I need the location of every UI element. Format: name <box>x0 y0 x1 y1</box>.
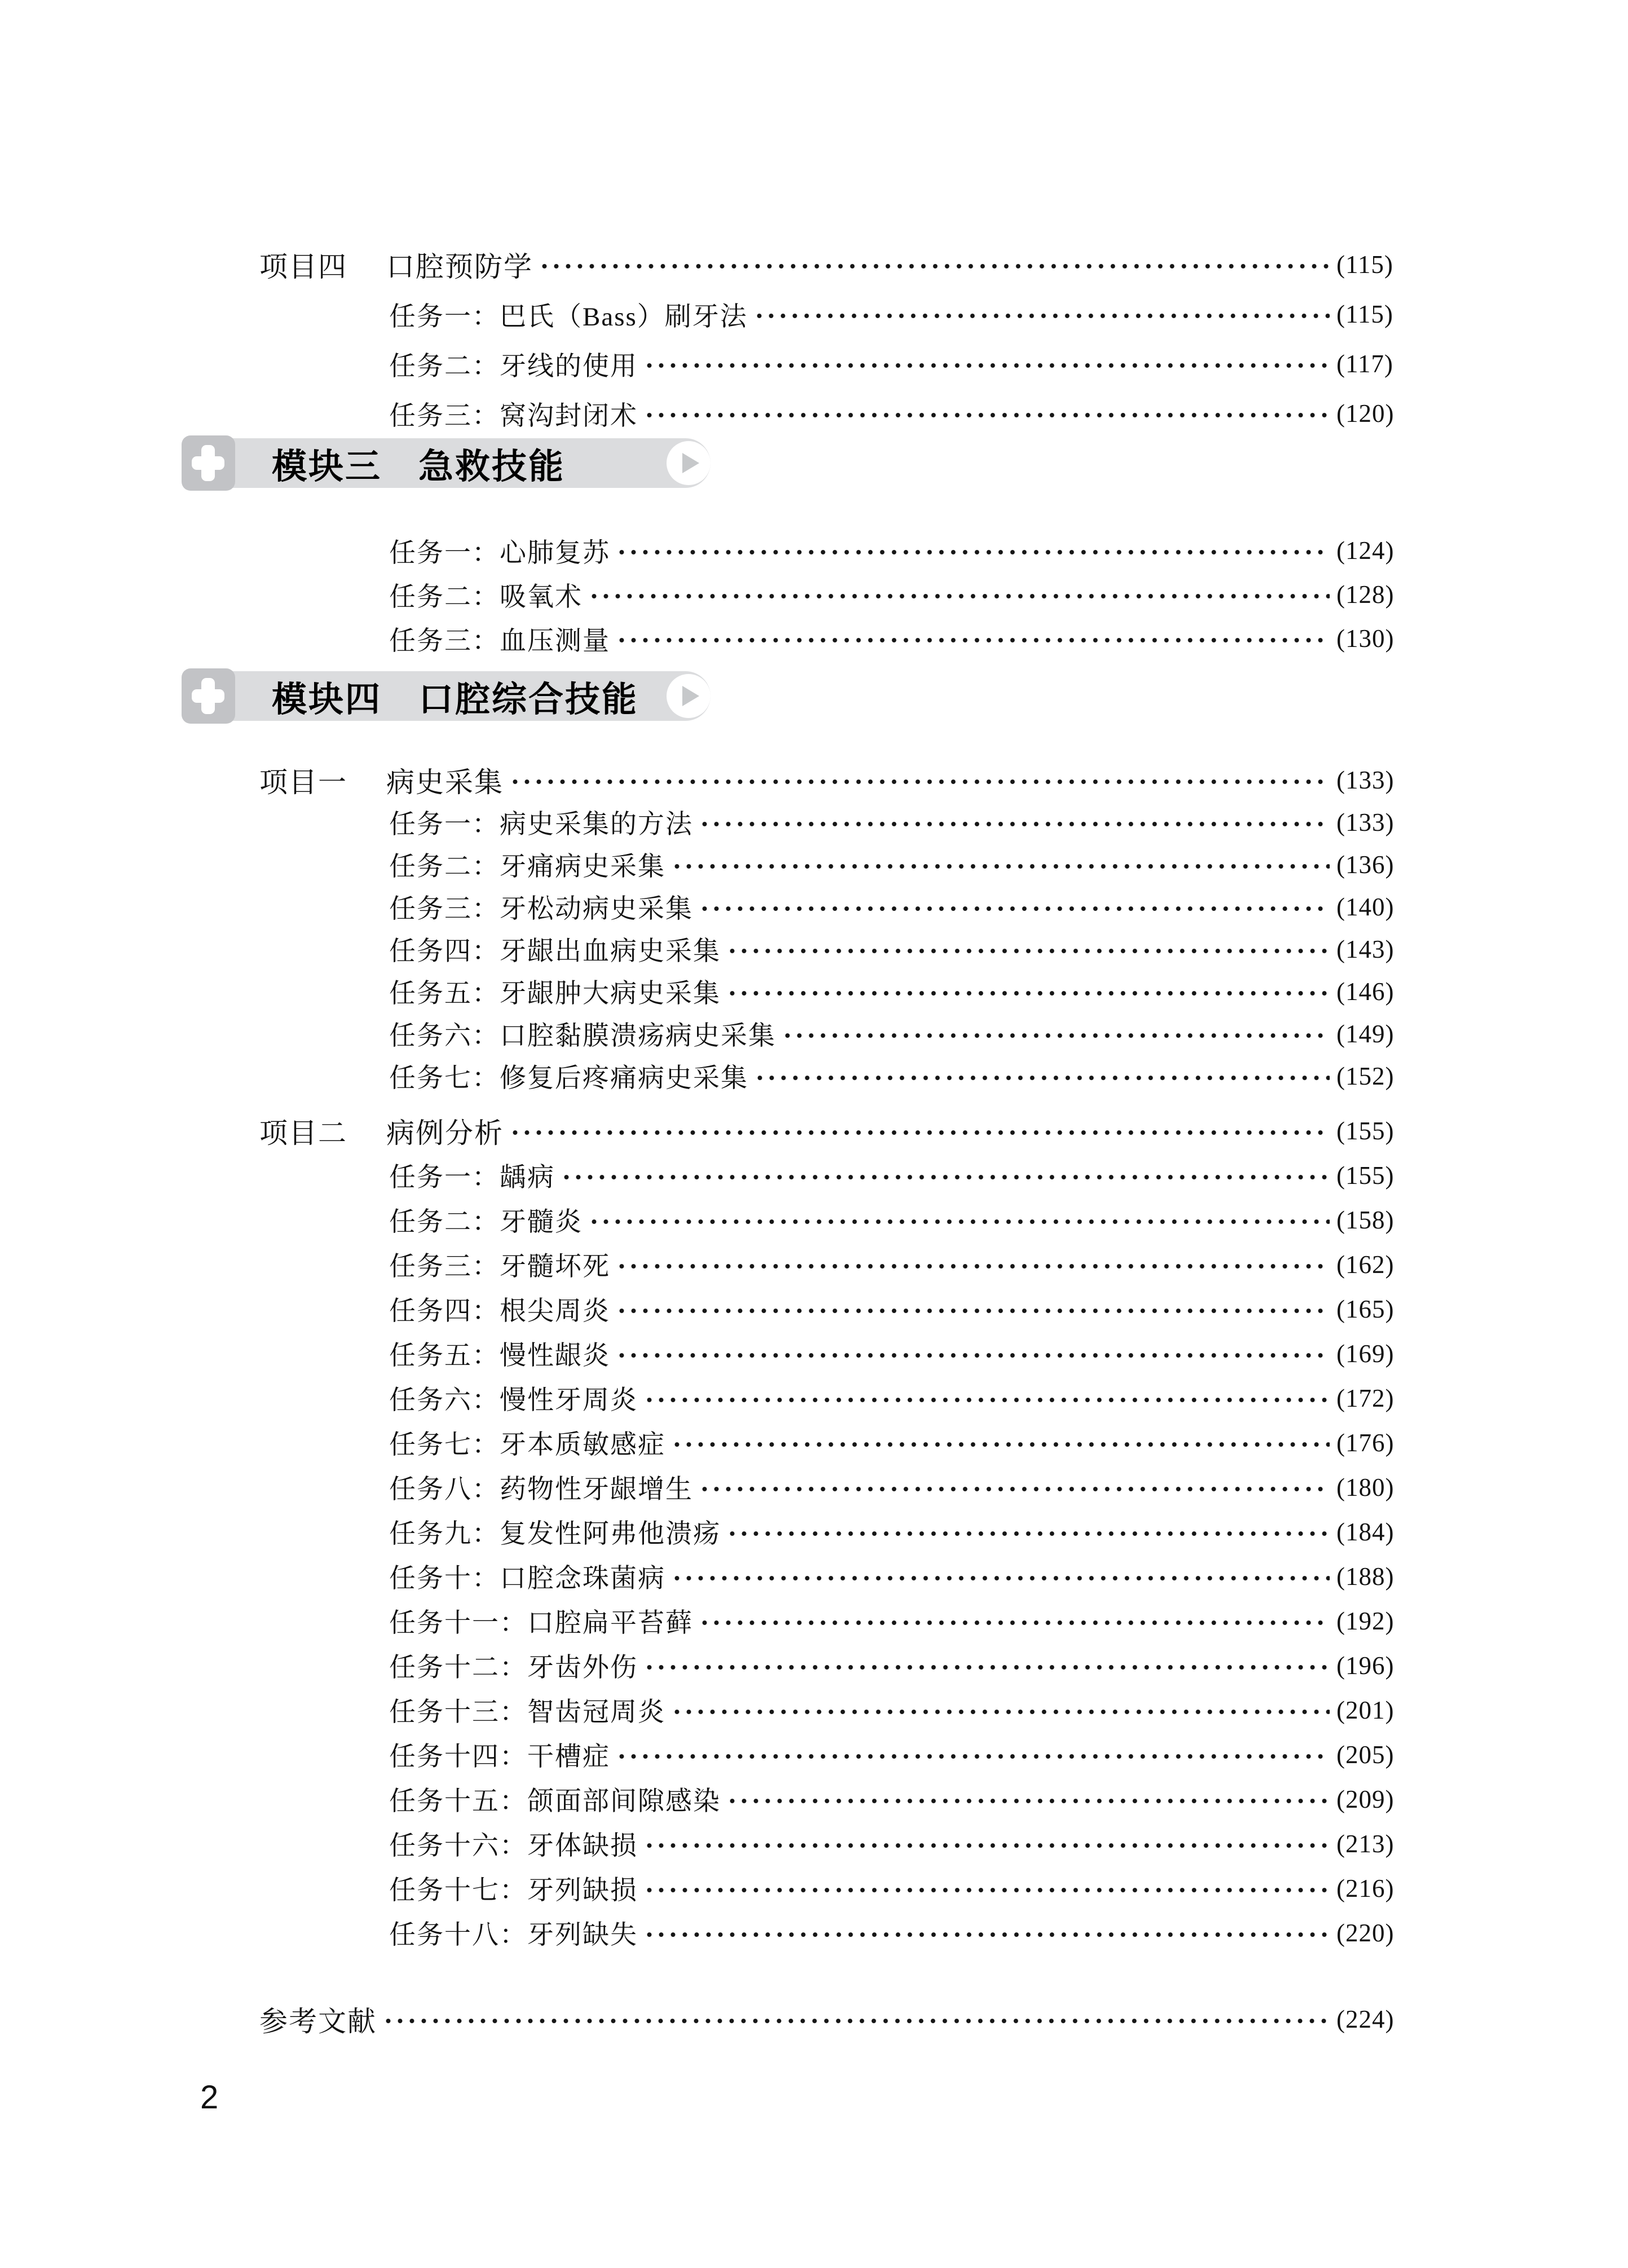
task-text: 任务一：巴氏（Bass）刷牙法 <box>389 302 748 332</box>
toc-task-row <box>0 886 1628 928</box>
module3-banner-bar <box>182 438 711 488</box>
dot-leader <box>643 1930 1330 1939</box>
dot-leader <box>671 1440 1330 1449</box>
dot-leader <box>588 592 1330 601</box>
project-label: 项目二 <box>259 1117 347 1149</box>
toc-task-row <box>0 339 1628 389</box>
dot-leader <box>726 989 1330 998</box>
page-number: (196) <box>1336 1651 1395 1680</box>
page-number: (213) <box>1336 1829 1395 1858</box>
toc-task-row <box>0 1509 1628 1554</box>
page-number: (172) <box>1336 1384 1395 1412</box>
task-text: 任务一：病史采集的方法 <box>389 810 693 839</box>
toc-task-row <box>0 1643 1628 1688</box>
dot-leader <box>643 411 1330 420</box>
dot-leader <box>671 862 1330 871</box>
project-label: 项目一 <box>259 766 347 798</box>
references-title: 参考文献 <box>259 2006 377 2037</box>
toc-task-row <box>0 1012 1628 1055</box>
page-number: (115) <box>1336 300 1393 328</box>
task-text: 任务五：慢性龈炎 <box>389 1341 610 1371</box>
task-text: 任务四：根尖周炎 <box>389 1297 610 1326</box>
project-title: 口腔预防学 <box>386 251 533 283</box>
page-number: (130) <box>1336 624 1395 653</box>
page-number: (162) <box>1336 1250 1395 1279</box>
toc-task-row <box>0 1242 1628 1287</box>
dot-leader <box>699 1618 1330 1627</box>
toc-task-row <box>0 529 1628 572</box>
dot-leader <box>509 777 1330 786</box>
dot-leader <box>561 1173 1330 1182</box>
toc-project-row <box>0 759 1628 801</box>
dot-leader <box>726 1529 1330 1538</box>
page-number: (205) <box>1336 1740 1395 1769</box>
section-project4 <box>0 0 1628 438</box>
task-text: 任务十：口腔念珠菌病 <box>389 1564 665 1593</box>
toc-task-row <box>0 1376 1628 1420</box>
toc-task-row <box>0 1465 1628 1509</box>
page-number: (220) <box>1336 1918 1395 1947</box>
module3-banner <box>182 438 711 488</box>
page-number: (188) <box>1336 1562 1395 1591</box>
task-text: 任务十四：干槽症 <box>389 1742 610 1772</box>
dot-leader <box>754 1073 1330 1082</box>
footer-page-number: 2 <box>200 2079 219 2116</box>
task-text: 任务六：慢性牙周炎 <box>389 1386 638 1415</box>
toc-task-row <box>0 801 1628 843</box>
task-text: 任务五：牙龈肿大病史采集 <box>389 979 721 1009</box>
page-number: (117) <box>1336 350 1393 378</box>
toc-task-row <box>0 1331 1628 1376</box>
page-number: (209) <box>1336 1785 1395 1813</box>
page-number: (155) <box>1336 1116 1395 1145</box>
module4-banner-bar <box>182 671 711 721</box>
toc-task-row <box>0 1732 1628 1777</box>
task-text: 任务三：窝沟封闭术 <box>389 401 638 431</box>
page-number: (180) <box>1336 1473 1395 1501</box>
task-text: 任务九：复发性阿弗他溃疡 <box>389 1520 721 1549</box>
page-number: (201) <box>1336 1696 1395 1724</box>
dot-leader <box>616 1262 1330 1271</box>
toc-task-row <box>0 928 1628 970</box>
dot-leader <box>782 1031 1330 1040</box>
page-number: (184) <box>1336 1517 1395 1546</box>
toc-task-row <box>0 1910 1628 1955</box>
dot-leader <box>509 1128 1330 1137</box>
toc-task-row <box>0 1866 1628 1910</box>
page-number: (158) <box>1336 1205 1395 1234</box>
page-number: (152) <box>1336 1062 1395 1090</box>
task-text: 任务一：心肺复苏 <box>389 538 610 568</box>
medical-cross-icon <box>182 668 235 724</box>
dot-leader <box>643 1886 1330 1895</box>
play-circle-icon <box>667 441 711 485</box>
dot-leader <box>382 2016 1330 2025</box>
dot-leader <box>753 311 1330 320</box>
play-circle-icon <box>667 674 711 718</box>
dot-leader <box>699 820 1330 829</box>
toc-task-row <box>0 1688 1628 1732</box>
page-number: (224) <box>1336 2005 1395 2033</box>
task-text: 任务六：口腔黏膜溃疡病史采集 <box>389 1021 776 1051</box>
section-project2 <box>0 1108 1628 1955</box>
section-project1 <box>0 759 1628 1097</box>
page-number: (192) <box>1336 1606 1395 1635</box>
toc-task-row <box>0 1777 1628 1821</box>
page-number: (216) <box>1336 1874 1395 1903</box>
toc-task-row <box>0 1055 1628 1097</box>
page-number: (133) <box>1336 765 1395 794</box>
page-number: (149) <box>1336 1019 1395 1048</box>
task-text: 任务十六：牙体缺损 <box>389 1831 638 1861</box>
task-text: 任务二：牙线的使用 <box>389 351 638 381</box>
toc-task-row <box>0 1420 1628 1465</box>
module3-banner-title: 模块三 急救技能 <box>272 447 566 486</box>
toc-project-row <box>0 240 1628 289</box>
page-number: (155) <box>1336 1161 1395 1190</box>
page-number: (128) <box>1336 580 1395 609</box>
dot-leader <box>616 636 1330 645</box>
project-label: 项目四 <box>259 251 347 283</box>
dot-leader <box>643 1395 1330 1404</box>
page-number: (143) <box>1336 935 1395 963</box>
task-text: 任务十八：牙列缺失 <box>389 1921 638 1950</box>
toc-task-row <box>0 1197 1628 1242</box>
page-number: (169) <box>1336 1339 1395 1368</box>
module4-banner <box>182 671 711 721</box>
task-text: 任务三：牙髓坏死 <box>389 1252 610 1281</box>
task-text: 任务二：牙髓炎 <box>389 1208 583 1237</box>
toc-task-row <box>0 1598 1628 1643</box>
dot-leader <box>643 361 1330 370</box>
medical-cross-icon <box>182 435 235 491</box>
toc-task-row <box>0 1287 1628 1331</box>
toc-task-row <box>0 572 1628 616</box>
dot-leader <box>616 1306 1330 1315</box>
dot-leader <box>616 1351 1330 1360</box>
toc-task-row <box>0 1821 1628 1866</box>
dot-leader <box>616 548 1330 557</box>
dot-leader <box>671 1574 1330 1583</box>
task-text: 任务十七：牙列缺损 <box>389 1876 638 1905</box>
task-text: 任务三：血压测量 <box>389 626 610 656</box>
page-number: (146) <box>1336 977 1395 1006</box>
dot-leader <box>699 904 1330 913</box>
page-number: (120) <box>1336 399 1395 428</box>
references-row <box>0 1997 1628 2042</box>
dot-leader <box>671 1707 1330 1716</box>
toc-task-row <box>0 1153 1628 1197</box>
project-title: 病例分析 <box>386 1117 504 1149</box>
dot-leader <box>643 1841 1330 1850</box>
toc-project-row <box>0 1108 1628 1153</box>
module4-banner-title: 模块四 口腔综合技能 <box>272 680 639 719</box>
project-title: 病史采集 <box>386 766 504 798</box>
page-number: (115) <box>1336 250 1393 279</box>
dot-leader <box>726 1796 1330 1805</box>
dot-leader <box>699 1485 1330 1494</box>
dot-leader <box>643 1663 1330 1672</box>
page-number: (176) <box>1336 1428 1395 1457</box>
toc-task-row <box>0 970 1628 1012</box>
toc-task-row <box>0 389 1628 438</box>
page-number: (165) <box>1336 1294 1395 1323</box>
dot-leader <box>539 262 1330 271</box>
task-text: 任务二：吸氧术 <box>389 582 583 612</box>
dot-leader <box>616 1752 1330 1761</box>
section-module3 <box>0 529 1628 660</box>
page-number: (136) <box>1336 850 1395 879</box>
task-text: 任务十一：口腔扁平苔藓 <box>389 1609 693 1638</box>
task-text: 任务二：牙痛病史采集 <box>389 852 665 882</box>
task-text: 任务四：牙龈出血病史采集 <box>389 937 721 966</box>
task-text: 任务十三：智齿冠周炎 <box>389 1698 665 1727</box>
dot-leader <box>726 946 1330 955</box>
toc-task-row <box>0 616 1628 660</box>
page-number: (124) <box>1336 536 1395 565</box>
toc-task-row <box>0 1554 1628 1598</box>
task-text: 任务三：牙松动病史采集 <box>389 895 693 924</box>
task-text: 任务十五：颌面部间隙感染 <box>389 1787 721 1816</box>
toc-task-row <box>0 289 1628 339</box>
page-number: (133) <box>1336 808 1395 836</box>
page-number: (140) <box>1336 892 1395 921</box>
dot-leader <box>588 1217 1330 1226</box>
task-text: 任务八：药物性牙龈增生 <box>389 1475 693 1504</box>
task-text: 任务七：修复后疼痛病史采集 <box>389 1064 748 1093</box>
task-text: 任务一：龋病 <box>389 1163 555 1192</box>
task-text: 任务七：牙本质敏感症 <box>389 1430 665 1460</box>
task-text: 任务十二：牙齿外伤 <box>389 1653 638 1683</box>
toc-task-row <box>0 843 1628 886</box>
